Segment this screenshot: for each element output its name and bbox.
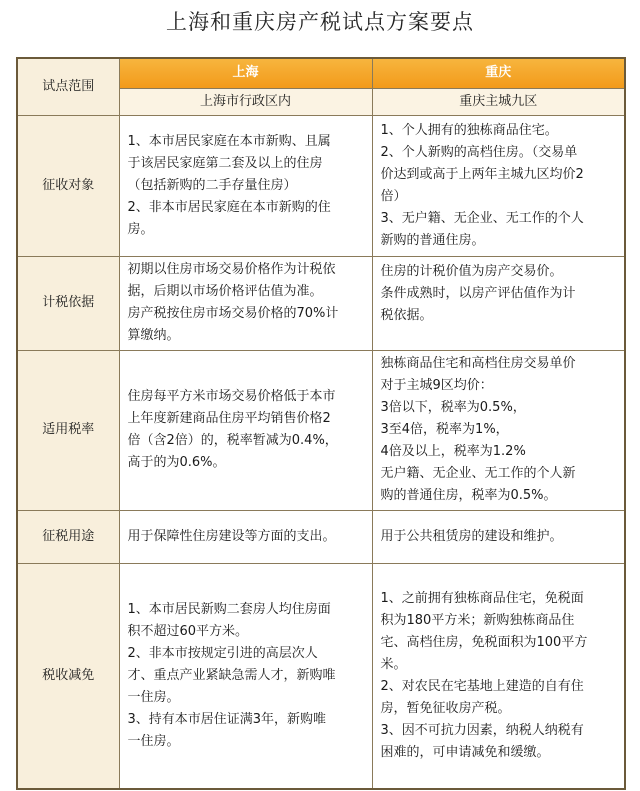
cell-line: 才、重点产业紧缺急需人才，新购唯 (127, 667, 336, 683)
row-label: 征收对象 (17, 115, 119, 256)
cell-line: 困难的，可申请减免和缓缴。 (380, 744, 550, 760)
cell-line: 3、因不可抗力因素，纳税人纳税有 (380, 722, 584, 738)
cell-line: 住房每平方米市场交易价格低于本市 (127, 389, 336, 404)
cell-line: 4倍及以上，税率为1.2% (380, 444, 526, 459)
scope-chongqing: 重庆主城九区 (372, 88, 625, 115)
cell-line: 3至4倍，税率为1%， (380, 422, 509, 437)
cell-line: 倍（含2倍）的，税率暂减为0.4%， (127, 433, 338, 448)
cell-chongqing (372, 256, 625, 350)
table-row (17, 563, 625, 789)
table-row (17, 115, 625, 256)
cell-line: 无户籍、无企业、无工作的个人新 (380, 466, 576, 481)
cell-chongqing (372, 563, 625, 789)
cell-line: 积不超过60平方米。 (127, 623, 249, 639)
cell-chongqing (372, 510, 625, 563)
cell-line: 于该居民家庭第二套及以上的住房 (127, 155, 323, 171)
table-row (17, 256, 625, 350)
cell-line: 独栋商品住宅和高档住房交易单价 (380, 356, 576, 371)
cell-line: （包括新购的二手存量住房） (127, 177, 297, 193)
cell-shanghai (119, 563, 372, 789)
cell-line: 米。 (380, 656, 407, 672)
row-label: 税收减免 (17, 563, 119, 789)
cell-line: 1、个人拥有的独栋商品住宅。 (380, 122, 558, 138)
cell-shanghai (119, 115, 372, 256)
cell-line: 倍） (380, 188, 407, 204)
table-row (17, 350, 625, 510)
comparison-table (16, 57, 626, 790)
cell-line: 3倍以下，税率为0.5%， (380, 400, 526, 415)
cell-line: 房。 (127, 221, 154, 237)
row-label: 征税用途 (17, 510, 119, 563)
cell-line: 条件成熟时，以房产评估值作为计 (380, 285, 576, 301)
cell-line: 新购的普通住房。 (380, 232, 485, 248)
cell-line: 价达到或高于上两年主城九区均价2 (380, 166, 584, 182)
city-header-shanghai: 上海 (119, 58, 372, 88)
cell-line: 上年度新建商品住房平均销售价格2 (127, 411, 331, 426)
cell-line: 1、本市居民家庭在本市新购、且属 (127, 133, 331, 149)
cell-line: 1、之前拥有独栋商品住宅，免税面 (380, 590, 584, 606)
row-label: 计税依据 (17, 256, 119, 350)
page-title: 上海和重庆房产税试点方案要点 (166, 10, 474, 34)
cell-line: 积为180平方米；新购独栋商品住 (380, 612, 575, 628)
table-row (17, 510, 625, 563)
cell-line: 宅、高档住房，免税面积为100平方 (380, 634, 588, 650)
cell-line: 住房的计税价值为房产交易价。 (380, 263, 563, 279)
cell-line: 据，后期以市场价格评估值为准。 (127, 284, 323, 299)
cell-line: 3、无户籍、无企业、无工作的个人 (380, 210, 584, 226)
cell-chongqing (372, 115, 625, 256)
cell-line: 算缴纳。 (127, 328, 180, 343)
cell-line: 房产税按住房市场交易价格的70%计 (127, 306, 339, 321)
cell-line: 一住房。 (127, 733, 180, 749)
cell-line: 用于公共租赁房的建设和维护。 (380, 528, 563, 544)
cell-shanghai (119, 256, 372, 350)
cell-chongqing (372, 350, 625, 510)
scope-label: 试点范围 (17, 58, 119, 115)
city-header-chongqing: 重庆 (372, 58, 625, 88)
cell-line: 高于的为0.6%。 (127, 455, 226, 470)
cell-line: 初期以住房市场交易价格作为计税依 (127, 262, 336, 277)
scope-shanghai: 上海市行政区内 (119, 88, 372, 115)
row-label: 适用税率 (17, 350, 119, 510)
cell-line: 用于保障性住房建设等方面的支出。 (127, 528, 336, 544)
cell-line: 3、持有本市居住证满3年，新购唯 (127, 711, 327, 727)
cell-line: 对于主城9区均价： (380, 378, 493, 393)
cell-shanghai (119, 510, 372, 563)
cell-line: 一住房。 (127, 689, 180, 705)
cell-shanghai (119, 350, 372, 510)
cell-line: 2、个人新购的高档住房。（交易单 (380, 144, 578, 160)
cell-line: 2、非本市居民家庭在本市新购的住 (127, 199, 331, 215)
cell-line: 房，暂免征收房产税。 (380, 700, 511, 716)
cell-line: 1、本市居民新购二套房人均住房面 (127, 601, 331, 617)
cell-line: 2、对农民在宅基地上建造的自有住 (380, 678, 584, 694)
cell-line: 税依据。 (380, 307, 433, 323)
cell-line: 2、非本市按规定引进的高层次人 (127, 645, 318, 661)
cell-line: 购的普通住房，税率为0.5%。 (380, 488, 557, 503)
